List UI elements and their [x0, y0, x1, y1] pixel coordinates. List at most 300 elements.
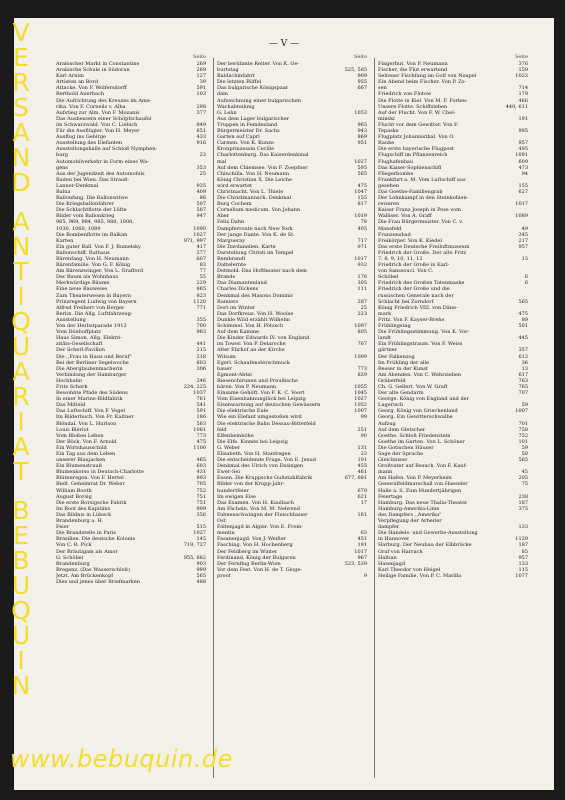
entry-title: Friedrich der Große. Der alte Fritz — [378, 249, 467, 256]
entry-title: Felix Dahn — [217, 219, 245, 226]
entry-title: Die Kriegsballonfahrer — [56, 201, 115, 208]
entry-page: 187 — [518, 499, 528, 506]
entry-title: dam — [217, 91, 228, 98]
watermark-letter: N — [11, 143, 31, 172]
entry-title: von Sanssouci. Von C. — [378, 268, 434, 275]
entry-title: Zum Theaterwesen in Bayern — [56, 292, 131, 299]
entry-page: 59 — [521, 444, 528, 451]
entry-page: 565 — [518, 298, 528, 305]
entry-title: Ballonschiff. Rathaus — [56, 249, 110, 256]
entry-title: bauer — [217, 365, 232, 372]
entry-page: 983 — [196, 329, 206, 336]
entry-title: landt — [378, 335, 392, 342]
entry-title: Graf von Harrach — [378, 548, 423, 555]
entry-title: dampfer — [378, 524, 400, 531]
entry-title: G. Schöbel — [56, 554, 84, 561]
entry-page: 131 — [357, 444, 367, 451]
entry-page: 935 — [196, 182, 206, 189]
entry-title: Elisabeth. Von H. Stanfregen — [217, 451, 291, 457]
entry-page: 751 — [196, 499, 206, 506]
entry-title: sen — [378, 85, 387, 92]
entry-page: 89 — [521, 316, 528, 323]
entry-title: Die Frau Bürgermeister. Von C. v. — [378, 219, 464, 226]
entry-title: Im Frühling der alle — [378, 359, 430, 366]
entry-title: Die Christmannsch. Denkmal — [217, 195, 292, 202]
entry-page: 823 — [196, 292, 206, 299]
entry-page: 440, 611 — [505, 103, 528, 110]
entry-page: 75 — [521, 481, 528, 488]
entry-title: Eine neue Bauweise — [56, 286, 108, 293]
entry-title: gärtner — [378, 347, 398, 354]
entry-page: 1100 — [193, 444, 206, 451]
entry-title: Auf der Flucht. Von F. W. Chel- — [378, 109, 456, 116]
entry-title: Blumenkorso in Deutsch-Charlotte — [56, 469, 144, 476]
entry-title: Gräberfeld — [378, 377, 406, 384]
entry-page: 971, 997 — [183, 237, 206, 244]
entry-title: Bahia — [56, 188, 71, 195]
entry-page: 971 — [357, 243, 367, 250]
entry-title: hundertfeier — [217, 487, 249, 494]
entry-title: Großvater auf Besuch. Von F. Kauf- — [378, 463, 467, 470]
entry-page: 495 — [518, 146, 528, 153]
entry-page: 773 — [357, 365, 367, 372]
entry-title: Seltener Fischfang im Golf von Neapel — [378, 73, 477, 80]
entry-title: Berlin. Die Allg. Luftfahrzeug- — [56, 310, 133, 317]
entry-page: 287 — [357, 298, 367, 305]
entry-title: mark — [378, 310, 392, 317]
entry-title: Die Flotte in Kiel. Von M. F. Forbes — [378, 97, 467, 104]
watermark-vertical-text — [6, 20, 36, 698]
watermark-letter: A — [12, 207, 30, 236]
entry-title: Ausstellung des Elefanten — [56, 140, 123, 147]
entry-title: Der alte Gendarm — [378, 390, 424, 397]
watermark-letter: I — [17, 646, 25, 675]
column-header: Seite — [515, 54, 528, 60]
entry-page: 916 — [196, 140, 206, 147]
entry-title: Alfred Freiherr von Berger — [56, 304, 125, 311]
entry-title: Im Bilderbuch. Von Fr. Kaltner — [56, 414, 134, 421]
entry-page: 445 — [518, 335, 528, 342]
entry-title: Einsame Gehöft. Von F. K. C. Voort — [217, 390, 305, 397]
index-entry — [378, 573, 528, 579]
entry-page: 215 — [196, 347, 206, 354]
entry-page: 433 — [196, 134, 206, 141]
watermark-letter: E — [13, 521, 29, 550]
entry-title: Der Scherl-Pavillon — [56, 347, 106, 354]
entry-page: 591 — [196, 408, 206, 415]
entry-title: Unsere Flotte. Schiffsleben — [378, 103, 448, 110]
entry-page: 376 — [518, 61, 528, 67]
entry-page: 466 — [518, 97, 528, 104]
entry-page: 943 — [357, 128, 367, 135]
entry-page: 176 — [357, 274, 367, 281]
entry-page: 525, 585 — [344, 67, 367, 74]
entry-title: mentin — [217, 530, 235, 537]
entry-page: 957 — [518, 554, 528, 561]
entry-title: Charles Dickens — [217, 286, 259, 293]
entry-page: 224, 225 — [183, 383, 206, 390]
entry-page: 617 — [518, 371, 528, 378]
entry-page: 473 — [518, 164, 528, 171]
entry-page: 59 — [521, 402, 528, 409]
entry-title: Karl Theodor von Heigel — [378, 566, 441, 573]
entry-title: Bürgermeister Dr. Sachs — [217, 128, 280, 135]
entry-page: 679 — [357, 487, 367, 494]
entry-title: Flugschiff im Pflanzenreich — [378, 152, 448, 159]
entry-title: Von C. R. Pick — [56, 542, 92, 549]
entry-title: Fasching. Von H. Hochenberg — [217, 542, 293, 549]
entry-page: 269 — [196, 61, 206, 67]
entry-title: Dies und jenes über Briefmarken — [56, 578, 140, 585]
entry-page: 595 — [357, 164, 367, 171]
entry-page: 217 — [518, 237, 528, 244]
entry-title: Heilige Familie. Von P. C. Marilla — [378, 572, 462, 579]
entry-page: 306 — [196, 365, 206, 372]
entry-page: 771 — [196, 304, 206, 311]
entry-title: gesehen — [378, 182, 400, 189]
watermark-letter: D — [11, 168, 31, 197]
entry-page: 957 — [518, 243, 528, 250]
entry-page: 218 — [196, 353, 206, 360]
entry-title: Feiertage — [378, 493, 403, 500]
entry-title: unserer Blaujacken — [56, 457, 106, 464]
entry-title: 7, 8, 9, 10, 11, 12 — [378, 256, 423, 262]
entry-page: 817 — [357, 201, 367, 208]
entry-page: 191 — [357, 542, 367, 549]
entry-title: Das Kaiser-Sophienschiff — [378, 164, 442, 171]
entry-title: Das Bildnis in Lübeck — [56, 511, 112, 518]
entry-page: 563 — [196, 420, 206, 427]
entry-title: Am Bärenzwinger. Von L. Grafford — [56, 268, 144, 275]
entry-page: 752 — [196, 487, 206, 494]
index-column-2 — [217, 54, 367, 774]
entry-page: 893 — [196, 475, 206, 482]
index-column-1 — [56, 54, 206, 774]
entry-title: Das Ausbessern einer Schöpfschaufel — [56, 115, 152, 122]
entry-page: 417 — [196, 243, 206, 250]
entry-title: Die Schlachtflotte der Lüfte — [56, 207, 127, 214]
entry-title: Haltian — [378, 554, 397, 561]
entry-title: Die elektrische Eule — [217, 408, 269, 415]
entry-page: 752 — [518, 432, 528, 439]
entry-title: Auf dem Chiemsee. Von F. Zoepfner — [217, 164, 308, 171]
column-divider — [374, 58, 375, 778]
entry-title: Der Falkenzog — [378, 353, 415, 360]
entry-page: 705 — [196, 481, 206, 488]
entry-title: Carmen. Von K. Kunze — [217, 140, 274, 147]
entry-page: 719, 727 — [183, 542, 206, 549]
entry-title: Georg. Ein Gewitterschwalbe — [378, 414, 453, 421]
entry-title: Die Aufrichtung des Kreuzes im Ame- — [56, 97, 152, 104]
entry-page: 1017 — [515, 201, 528, 208]
entry-title: Rembrandt — [217, 256, 246, 262]
entry-title: Der Feldberg im Winter — [217, 548, 278, 555]
entry-title: Die Bombenflotte im Balkan — [56, 231, 128, 238]
entry-title: William Booth — [56, 487, 92, 494]
entry-page: 1027 — [193, 231, 206, 238]
entry-title: Der Bräutigam als Amor — [56, 548, 118, 555]
entry-page: 55 — [199, 274, 206, 281]
entry-title: Die Handels- und Gewerbe-Ausstellung — [378, 530, 478, 537]
watermark-letter: Q — [11, 596, 31, 625]
entry-page: 23 — [360, 451, 367, 457]
entry-page: 591 — [196, 85, 206, 92]
entry-title: Die Aberglaubenmacherin — [56, 365, 123, 372]
entry-page: 1052 — [354, 402, 367, 409]
entry-page: 355 — [196, 316, 206, 323]
watermark-letter: T — [13, 457, 29, 486]
entry-title: Artisten an Bord — [56, 79, 99, 86]
watermark-letter: A — [12, 357, 30, 386]
entry-title: Ein Abend beim Fischer. Von P. Zo- — [378, 79, 467, 86]
entry-title: Christnacht. Von L. Thiele — [217, 188, 284, 195]
entry-title: Louis Bleriot — [56, 426, 89, 433]
entry-title: Brandenburg — [56, 560, 90, 567]
entry-page: 86 — [199, 195, 206, 202]
entry-page: 829 — [357, 371, 367, 378]
entry-title: Friedrich der Große in Karl- — [378, 262, 450, 269]
entry-page: 246 — [196, 377, 206, 384]
entry-page: 717 — [357, 237, 367, 244]
entry-title: Schimmel. Von H. Pötzsch — [217, 323, 284, 330]
entry-title: Prinzregent Ludwig von Bayern — [56, 298, 137, 305]
entry-page: 13 — [521, 365, 528, 372]
entry-title: Frühlingstag — [378, 323, 411, 330]
entry-page: 1027 — [193, 530, 206, 537]
entry-title: Vom Dönhoffplatz — [56, 329, 101, 336]
watermark-letter: U — [11, 332, 31, 361]
entry-page: 187 — [518, 542, 528, 549]
entry-title: Das Luftschiff. Von F. Vogel — [56, 408, 126, 415]
entry-title: Das erste Deutsche Freiluftmuseum — [378, 243, 470, 250]
entry-title: Bielt. Geheimrat Dr. Weber — [56, 481, 125, 488]
entry-title: Hochbahn — [56, 377, 83, 384]
entry-title: Generalfeldmarschall von Haeseler — [378, 481, 468, 488]
entry-title: Denkmal des Masons Dominic — [217, 292, 294, 299]
entry-title: rika. Von F. Corneils v. Alba — [56, 103, 126, 110]
entry-title: Tepaske — [378, 128, 399, 135]
entry-page: 90 — [360, 432, 367, 439]
entry-page: 1007 — [354, 408, 367, 415]
entry-page: 507 — [196, 201, 206, 208]
entry-page: 1037 — [193, 390, 206, 397]
entry-title: Brande — [217, 274, 236, 281]
entry-title: Wachabteilung — [217, 103, 255, 110]
entry-title: Die erste Borsigsche Fabrik — [56, 499, 127, 506]
index-entry — [217, 573, 367, 579]
entry-page: 49 — [521, 225, 528, 232]
entry-title: Die Elfe. Kinnen bei Leipzig — [217, 438, 288, 445]
entry-page: 869 — [357, 134, 367, 141]
entry-page: 765 — [518, 383, 528, 390]
entry-page: 405 — [357, 225, 367, 232]
entry-title: Walliser. Von A. Graff — [378, 213, 432, 220]
entry-title: Die letzten Büffel — [217, 79, 262, 86]
entry-page: 298 — [196, 103, 206, 110]
column-header: Seite — [193, 54, 206, 60]
entry-title: Merkwürdige Bäume — [56, 280, 110, 287]
entry-title: Bregenz. (Das Wasserschloß) — [56, 566, 130, 573]
entry-page: 17 — [360, 499, 367, 506]
entry-page: 103 — [196, 91, 206, 98]
entry-title: Die entscheidende Frage. Von E. Jenad — [217, 457, 316, 464]
entry-page: 805 — [357, 329, 367, 336]
entry-title: Arabische Schule in Südoran — [56, 67, 130, 74]
entry-title: König Friedrich VIII. von Däne- — [378, 304, 458, 311]
entry-title: Am Abenden. Von C. Wehrsieben — [378, 371, 462, 378]
entry-page: 101 — [357, 457, 367, 464]
entry-title: Egmont-Abtei — [217, 371, 252, 378]
entry-page: 191 — [518, 115, 528, 122]
entry-page: 751 — [196, 493, 206, 500]
entry-title: Kaiser Franz Joseph in Pose vom — [378, 207, 461, 214]
entry-title: Das Goethe-Familiengrab — [378, 188, 443, 195]
entry-title: Berthold Auerbach — [56, 91, 105, 98]
entry-page: 1055 — [354, 383, 367, 390]
entry-title: Für die Ausflügler. Von H. Meyer — [56, 128, 140, 135]
entry-page: 39 — [199, 79, 206, 86]
entry-page: 77 — [199, 268, 206, 275]
entry-page: 612 — [518, 353, 528, 360]
entry-title: Arabischer Markt in Constantine — [56, 61, 140, 67]
entry-title: Jetzt. Am Brückenkopf — [56, 572, 114, 579]
entry-title: Brasilien. Die deutsche Kolonie — [56, 536, 136, 543]
entry-title: Bärenfang. Von H. Neumann — [56, 256, 129, 262]
entry-title: Der Baum als Wohnhaus — [56, 274, 119, 281]
entry-page: 773 — [196, 432, 206, 439]
entry-title: Der junge Dante. Von K. de St. — [217, 231, 295, 238]
entry-title: gens — [56, 164, 68, 171]
entry-page: 1007 — [515, 408, 528, 415]
watermark-letter: A — [12, 118, 30, 147]
entry-page: 627 — [518, 188, 528, 195]
entry-page: 6 — [524, 274, 528, 281]
entry-title: Chinchilla. Von H. Neumann — [217, 170, 290, 177]
entry-title: Fritz Scherk — [56, 383, 88, 390]
entry-title: Lugerisch — [378, 402, 404, 409]
entry-page: 767 — [357, 341, 367, 348]
entry-page: 565 — [357, 170, 367, 177]
entry-title: Blöndal. Von L. Hurlson — [56, 420, 117, 427]
entry-title: Vor dem Fest. Von H. de T. Gloge- — [217, 566, 303, 573]
entry-page: 565 — [196, 572, 206, 579]
entry-title: Bilder von der Krupp-Jahr- — [217, 481, 285, 488]
entry-title: Fasanenjagd. Von J. Weißer — [217, 536, 286, 543]
entry-title: Auf dem Gletscher — [378, 426, 426, 433]
entry-page: 1017 — [354, 256, 367, 262]
entry-page: 409 — [196, 188, 206, 195]
entry-title: Fischer, die Flut erwartend — [378, 67, 448, 74]
entry-title: Ramiers — [217, 298, 239, 305]
watermark-letter: N — [11, 232, 31, 261]
entry-page: 461 — [357, 469, 367, 476]
entry-page: 145 — [196, 536, 206, 543]
entry-page: 865 — [196, 286, 206, 293]
entry-title: Ausstellungshalle auf Schloß Nymphen- — [56, 146, 158, 153]
entry-title: Karl Arnim — [56, 73, 84, 80]
entry-title: Aus der Jugendzeit des Automobils — [56, 170, 145, 177]
entry-title: bären. Von P. Neumann — [217, 383, 277, 390]
entry-title: Hamburg-Amerika-Linie — [378, 505, 440, 512]
entry-page: 83 — [199, 262, 206, 269]
entry-title: Frankfurt a. M. Vom Luftschiff aus — [378, 176, 466, 183]
entry-title: Halle a. S. Zum Hundertjährigen — [378, 487, 462, 494]
entry-title: Besser in der Kunst — [378, 365, 428, 372]
entry-title: Bei der Berliner Segelwoche — [56, 359, 129, 366]
entry-page: 6 — [524, 280, 528, 287]
entry-title: im Schwarzwald. Von C. Liebich — [56, 121, 138, 128]
entry-title: Sage der Sprache — [378, 451, 424, 457]
entry-page: 223 — [357, 310, 367, 317]
entry-title: mann — [378, 469, 393, 476]
entry-page: 475 — [196, 438, 206, 445]
entry-page: 133 — [518, 524, 528, 531]
entry-title: Vom Bloßen Leben — [56, 432, 104, 439]
entry-page: 356 — [196, 511, 206, 518]
entry-page: 609 — [518, 158, 528, 165]
entry-page: 353 — [196, 164, 206, 171]
entry-page: 377 — [196, 109, 206, 116]
entry-title: Rauhe — [378, 140, 395, 147]
entry-page: 587 — [196, 207, 206, 214]
entry-page: 245 — [518, 231, 528, 238]
entry-page: 85 — [521, 548, 528, 555]
entry-title: Bewohnte Pfade des Südens — [56, 390, 128, 397]
entry-page: 651 — [196, 128, 206, 135]
watermark-letter: I — [17, 282, 25, 311]
entry-title: Mansfeld — [378, 225, 402, 232]
entry-page: 999 — [196, 566, 206, 573]
entry-title: Das Diamantenland — [217, 280, 267, 287]
entry-title: des Dampfers ,,Amerika" — [378, 511, 442, 518]
entry-page: 707 — [518, 390, 528, 397]
entry-title: Charlottenburg. Das Kaiserdenkmal — [217, 152, 309, 159]
entry-title: Friedrich der Große und die — [378, 286, 450, 293]
entry-title: Ein Frühlingstraum. Von F. Weiss — [378, 341, 463, 348]
entry-title: Flucht vor dem Gewitter. Von F. — [378, 121, 459, 128]
entry-page: 1017 — [354, 548, 367, 555]
entry-title: Der Lohnkampf in den Steinkohlen- — [378, 195, 469, 202]
entry-title: Automobilverkehr in Form eines Wa- — [56, 158, 149, 165]
entry-title: Fingerhut. Von P. Neumann — [378, 61, 448, 67]
entry-title: Bilder vom Ballonkrieg — [56, 213, 115, 220]
entry-title: G. Lehn — [217, 109, 237, 116]
entry-page: 465 — [196, 457, 206, 464]
entry-page: 1129 — [515, 536, 528, 543]
entry-title: Das bulgarische Königspaar — [217, 85, 289, 92]
entry-page: 957 — [518, 140, 528, 147]
entry-page: 515 — [196, 524, 206, 531]
entry-page: 761 — [196, 396, 206, 403]
entry-title: Im Boot des Kapitäns — [56, 505, 111, 512]
watermark-letter: B — [12, 546, 30, 575]
entry-title: revieren — [378, 201, 400, 208]
entry-page: 714 — [518, 85, 528, 92]
entry-page: 99 — [360, 414, 367, 421]
entry-page: 9 — [363, 572, 367, 579]
entry-title: Burg Cochem — [217, 201, 252, 208]
entry-page: 1120 — [193, 298, 206, 305]
entry-page: 951 — [357, 140, 367, 147]
entry-title: russischen Generale nach der — [378, 292, 454, 299]
entry-page: 955 — [357, 79, 367, 86]
entry-page: 565 — [518, 457, 528, 464]
entry-title: wird erwartet — [217, 182, 253, 189]
entry-page: 277 — [196, 249, 206, 256]
entry-title: Ballonfang. Die Ballonwitwe — [56, 195, 128, 202]
book-page — [11, 18, 554, 790]
entry-title: Karten — [56, 237, 74, 244]
